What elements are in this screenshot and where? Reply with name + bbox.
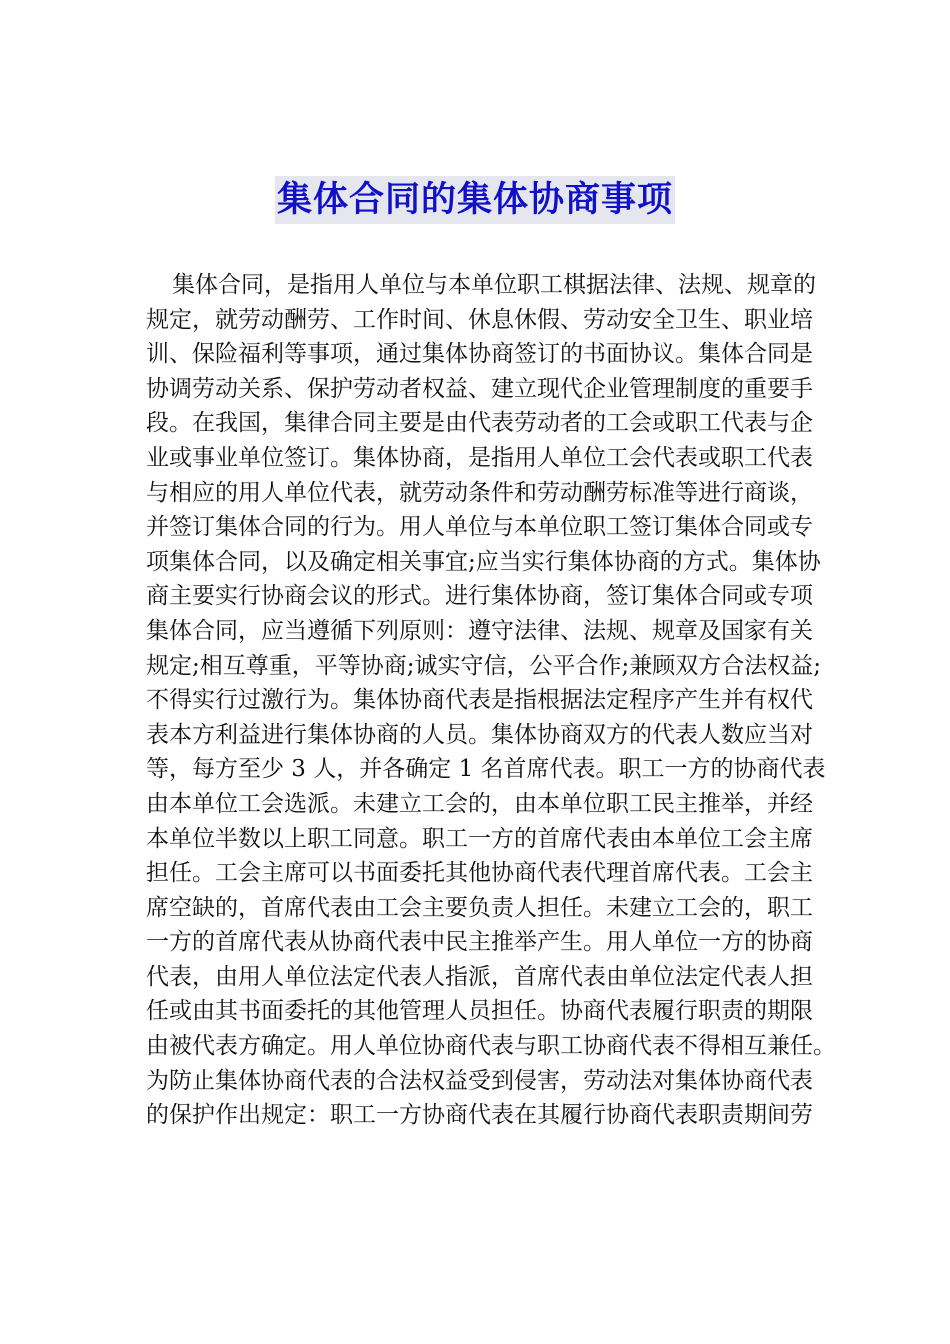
paragraph-line: 担任。工会主席可以书面委托其他协商代表代理首席代表。工会主: [146, 860, 813, 887]
paragraph-line: 集体合同，是指用人单位与本单位职工棋据法律、法规、规章的: [172, 272, 816, 298]
paragraph-line: 由被代表方确定。用人单位协商代表与职工协商代表不得相互兼任。: [146, 1033, 836, 1060]
paragraph-line: 规定;相互尊重，平等协商;诚实守信，公平合作;兼顾双方合法权益;: [146, 652, 821, 679]
paragraph-line: 的保护作出规定：职工一方协商代表在其履行协商代表职责期间劳: [146, 1102, 813, 1129]
paragraph-line: 等，每方至少 3 人，并各确定 1 名首席代表。职工一方的协商代表: [146, 756, 826, 783]
paragraph-line: 与相应的用人单位代表，就劳动条件和劳动酬劳标准等进行商谈，: [146, 479, 813, 506]
document-title: 集体合同的集体协商事项: [275, 176, 675, 224]
paragraph-line: 表本方利益进行集体协商的人员。集体协商双方的代表人数应当对: [146, 721, 813, 748]
paragraph-line: 项集体合同，以及确定相关事宜;应当实行集体协商的方式。集体协: [146, 548, 821, 575]
paragraph-line: 席空缺的，首席代表由工会主要负责人担任。未建立工会的，职工: [146, 894, 813, 921]
paragraph-line: 段。在我国，集律合同主要是由代表劳动者的工会或职工代表与企: [146, 410, 813, 437]
paragraph-line: 训、保险福利等事项，通过集体协商签订的书面协议。集体合同是: [146, 341, 813, 368]
paragraph-line: 业或事业单位签订。集体协商，是指用人单位工会代表或职工代表: [146, 444, 813, 471]
body-paragraph: [146, 268, 836, 1133]
paragraph-line: 协调劳动关系、保护劳动者权益、建立现代企业管理制度的重要手: [146, 375, 813, 402]
paragraph-line: 任或由其书面委托的其他管理人员担任。协商代表履行职责的期限: [146, 998, 813, 1025]
paragraph-line: 并签订集体合同的行为。用人单位与本单位职工签订集体合同或专: [146, 514, 813, 541]
paragraph-line: 规定，就劳动酬劳、工作时间、休息休假、劳动安全卫生、职业培: [146, 306, 813, 333]
paragraph-line: 不得实行过激行为。集体协商代表是指根据法定程序产生并有权代: [146, 687, 813, 714]
paragraph-line: 一方的首席代表从协商代表中民主推举产生。用人单位一方的协商: [146, 929, 813, 956]
paragraph-line: 代表，由用人单位法定代表人指派，首席代表由单位法定代表人担: [146, 963, 813, 990]
title-container: [0, 176, 950, 224]
paragraph-line: 本单位半数以上职工同意。职工一方的首席代表由本单位工会主席: [146, 825, 813, 852]
paragraph-line: 为防止集体协商代表的合法权益受到侵害，劳动法对集体协商代表: [146, 1067, 813, 1094]
paragraph-line: 集体合同，应当遵循下列原则：遵守法律、法规、规章及国家有关: [146, 617, 813, 644]
paragraph-line: 由本单位工会选派。未建立工会的，由本单位职工民主推举，并经: [146, 790, 813, 817]
paragraph-line: 商主要实行协商会议的形式。进行集体协商，签订集体合同或专项: [146, 583, 813, 610]
